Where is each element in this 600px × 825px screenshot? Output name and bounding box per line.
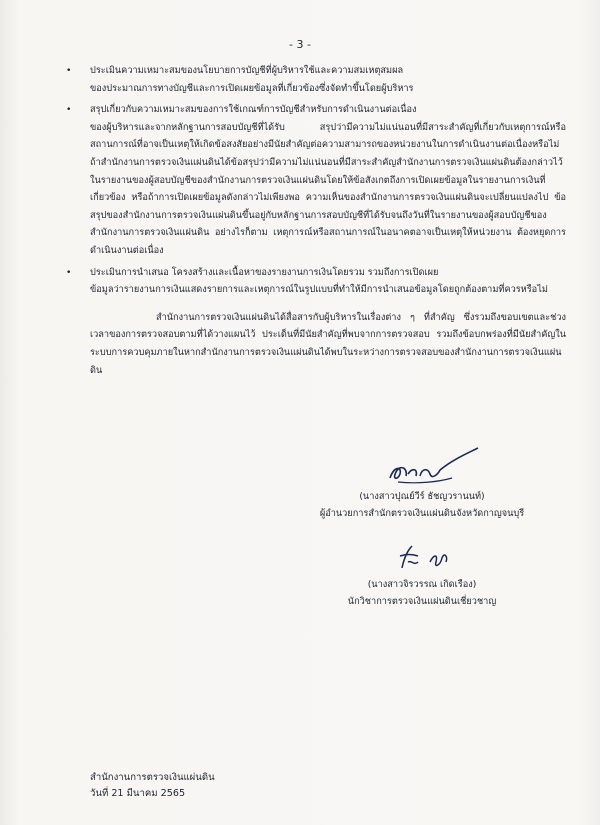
bullet-text: ของประมาณการทางบัญชีและการเปิดเผยข้อมูลที่เกี่ยวข้องซึ่งจัดทำขึ้นโดยผู้บริหาร [90,82,414,94]
signatory-position: นักวิชาการตรวจเงินแผ่นดินเชี่ยวชาญ [347,596,497,607]
signature-mark [342,532,502,576]
signature-block-director [282,444,562,522]
bullet-item-3 [66,264,566,299]
signatory-name: (นางสาวปุณย์วีร์ ธัชญวรานนท์) [359,491,485,502]
footer-office: สำนักงานการตรวจเงินแผ่นดิน [90,772,215,783]
bullet-item-1 [66,62,566,97]
bullet-item-2 [66,101,566,259]
document-body [66,62,566,379]
footer-date: วันที่ 21 มีนาคม 2565 [90,788,186,799]
signatory-position: ผู้อำนวยการสำนักตรวจเงินแผ่นดินจังหวัดกาญจนบุรี [319,508,525,519]
signature-block-auditor [282,532,562,610]
bullet-text: ข้อมูลว่ารายงานการเงินแสดงรายการและเหตุการณ์ในรูปแบบที่ทำให้มีการนำเสนอข้อมูลโดยถูกต้องตามที่ควรหรือไม่ [90,284,548,296]
bullet-dot-icon: • [66,104,72,116]
document-footer [90,770,215,802]
bullet-first-line: ประเมินความเหมาะสมของนโยบายการบัญชีที่ผู้บริหารใช้และความสมเหตุสมผล [90,65,404,76]
bullet-first-line: ประเมินการนำเสนอ โครงสร้างและเนื้อหาของรายงานการเงินโดยรวม รวมถึงการเปิดเผย [90,266,439,278]
bullet-dot-icon: • [66,266,72,278]
signature-mark [342,444,502,488]
page-number: - 3 - [289,38,311,51]
bullet-dot-icon: • [66,65,72,76]
signatory-name: (นางสาวจิรวรรณ เกิดเรือง) [367,579,477,590]
bullet-text: ของผู้บริหารและจากหลักฐานการสอบบัญชีที่ได้รับ สรุปว่ามีความไม่แน่นอนที่มีสาระสำคัญที่เกี่ยวกับเหตุการณ์หรือสถานการณ์ที่อาจเป็นเหตุให้เกิดข้อสงสัยอย่างมีนัยสำคัญต่อความสามารถของหน่วยงานในการดำเนินงานต่อเนื่องหรือไม่ ถ้าสำนักงานการตรวจเงินแผ่นดินได้ข้อสรุปว่ามีความไม่แน่นอนที่มีสาระสำคัญสำนักงานการตรวจเงินแผ่นดินต้องกล่าวไว้ในรายงานของผู้สอบบัญชีของสำนักงานการตรวจเงินแผ่นดินโดยให้ข้อสังเกตถึงการเปิดเผยข้อมูลในรายงานการเงินที่เกี่ยวข้อง หรือถ้าการเปิดเผยข้อมูลดังกล่าวไม่เพียงพอ ความเห็นของสำนักงานการตรวจเงินแผ่นดินจะเปลี่ยนแปลงไป ข้อสรุปของสำนักงานการตรวจเงินแผ่นดินขึ้นอยู่กับหลักฐานการสอบบัญชีที่ได้รับจนถึงวันที่ในรายงานของผู้สอบบัญชีของสำนักงานการตรวจเงินแผ่นดิน อย่างไรก็ตาม เหตุการณ์หรือสถานการณ์ในอนาคตอาจเป็นเหตุให้หน่วยงาน ต้องหยุดการดำเนินงานต่อเนื่อง [90,121,566,256]
communication-paragraph: สำนักงานการตรวจเงินแผ่นดินได้สื่อสารกับผู้บริหารในเรื่องต่าง ๆ ที่สำคัญ ซึ่งรวมถึงขอบเขตและช่วงเวลาของการตรวจสอบตามที่ได้วางแผนไว้ ประเด็นที่มีนัยสำคัญที่พบจากการตรวจสอบ รวมถึงข้อบกพร่องที่มีนัยสำคัญในระบบการควบคุมภายในหากสำนักงานการตรวจเงินแผ่นดินได้พบในระหว่างการตรวจสอบของสำนักงานการตรวจเงินแผ่นดิน [90,311,566,376]
bullet-first-line: สรุปเกี่ยวกับความเหมาะสมของการใช้เกณฑ์การบัญชีสำหรับการดำเนินงานต่อเนื่อง [90,104,417,116]
